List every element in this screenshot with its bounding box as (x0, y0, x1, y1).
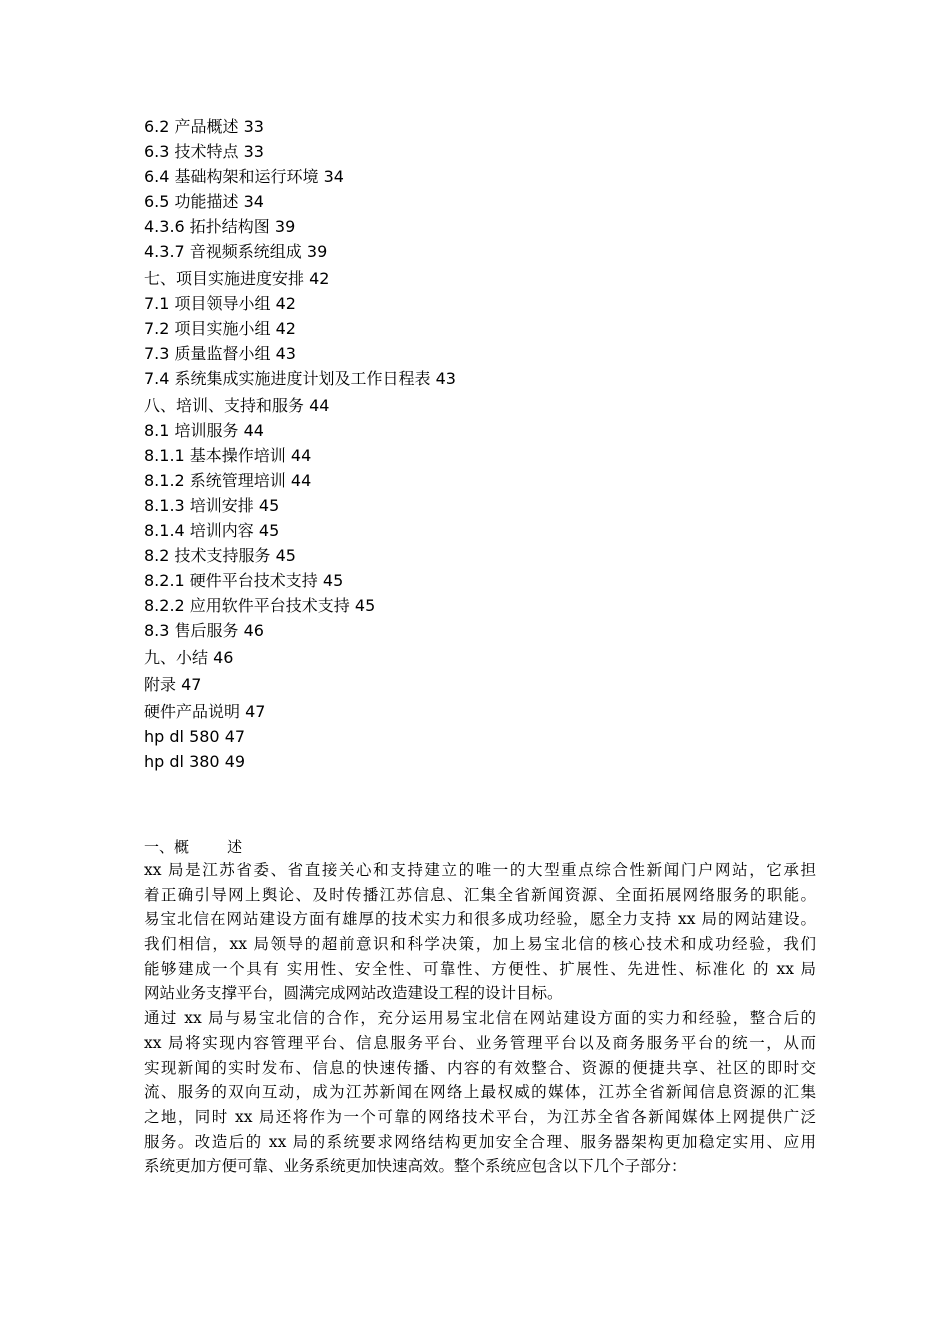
paragraph (144, 1006, 816, 1179)
toc-entry: 八、培训、支持和服务 44 (144, 396, 330, 415)
section-body (144, 858, 816, 1179)
section-heading: 一、概 述 (144, 838, 243, 856)
paragraph-line: xx 局是江苏省委、省直接关心和支持建立的唯一的大型重点综合性新闻门户网站，它承担 (144, 861, 816, 879)
toc-entry: 7.2 项目实施小组 42 (144, 319, 296, 338)
toc-entry: 4.3.7 音视频系统组成 39 (144, 242, 328, 261)
paragraph-line: 流、服务的双向互动，成为江苏新闻在网络上最权威的媒体，江苏全省新闻信息资源的汇集 (144, 1083, 816, 1102)
toc-entry: 8.1.2 系统管理培训 44 (144, 471, 312, 490)
paragraph-line: 通过 xx 局与易宝北信的合作，充分运用易宝北信在网站建设方面的实力和经验，整合后的 (144, 1009, 816, 1028)
paragraph-line: 网站业务支撑平台，圆满完成网站改造建设工程的设计目标。 (144, 984, 563, 1003)
toc-entry: 8.1.4 培训内容 45 (144, 521, 280, 540)
toc-entry: 4.3.6 拓扑结构图 39 (144, 217, 296, 236)
toc-entry: 8.2.1 硬件平台技术支持 45 (144, 571, 344, 590)
paragraph-line: 易宝北信在网站建设方面有雄厚的技术实力和很多成功经验，愿全力支持 xx 局的网站建设。 (144, 910, 816, 929)
toc-entry: hp dl 580 47 (144, 727, 246, 746)
toc-entry: 8.1.3 培训安排 45 (144, 496, 280, 515)
toc-entry: 8.1 培训服务 44 (144, 421, 264, 440)
paragraph-line: xx 局将实现内容管理平台、信息服务平台、业务管理平台以及商务服务平台的统一，从而 (144, 1033, 816, 1052)
toc-entry: 8.3 售后服务 46 (144, 621, 264, 640)
toc-entry: 6.3 技术特点 33 (144, 142, 264, 161)
toc-entry: 7.3 质量监督小组 43 (144, 344, 296, 363)
toc-entry: 6.5 功能描述 34 (144, 192, 264, 211)
toc-entry: 6.2 产品概述 33 (144, 117, 264, 136)
toc-entry: 7.4 系统集成实施进度计划及工作日程表 43 (144, 369, 456, 388)
paragraph (144, 858, 816, 1006)
toc-entry: 7.1 项目领导小组 42 (144, 294, 296, 313)
paragraph-line: 系统更加方便可靠、业务系统更加快速高效。整个系统应包含以下几个子部分： (144, 1157, 687, 1176)
paragraph-line: 服务。改造后的 xx 局的系统要求网络结构更加安全合理、服务器架构更加稳定实用、应用 (144, 1132, 816, 1151)
paragraph-line: 实现新闻的实时发布、信息的快速传播、内容的有效整合、资源的便捷共享、社区的即时交 (144, 1058, 816, 1077)
toc-entry: 6.4 基础构架和运行环境 34 (144, 167, 344, 186)
toc-entry: 硬件产品说明 47 (144, 702, 266, 721)
paragraph-line: 之地，同时 xx 局还将作为一个可靠的网络技术平台，为江苏全省各新闻媒体上网提供广泛 (144, 1107, 816, 1126)
toc-entry: 九、小结 46 (144, 648, 234, 667)
toc-entry: 附录 47 (144, 675, 202, 694)
paragraph-line: 能够建成一个具有 实用性、安全性、可靠性、方便性、扩展性、先进性、标准化 的 xx 局 (144, 959, 816, 978)
toc-entry: 8.2.2 应用软件平台技术支持 45 (144, 596, 376, 615)
toc-entry: hp dl 380 49 (144, 752, 246, 771)
toc-entry: 8.1.1 基本操作培训 44 (144, 446, 312, 465)
toc-entry: 8.2 技术支持服务 45 (144, 546, 296, 565)
paragraph-line: 我们相信，xx 局领导的超前意识和科学决策，加上易宝北信的核心技术和成功经验，我们 (144, 935, 816, 954)
paragraph-line: 着正确引导网上舆论、及时传播江苏信息、汇集全省新闻资源、全面拓展网络服务的职能。 (144, 885, 816, 904)
table-of-contents (144, 114, 824, 774)
toc-entry: 七、项目实施进度安排 42 (144, 269, 330, 288)
